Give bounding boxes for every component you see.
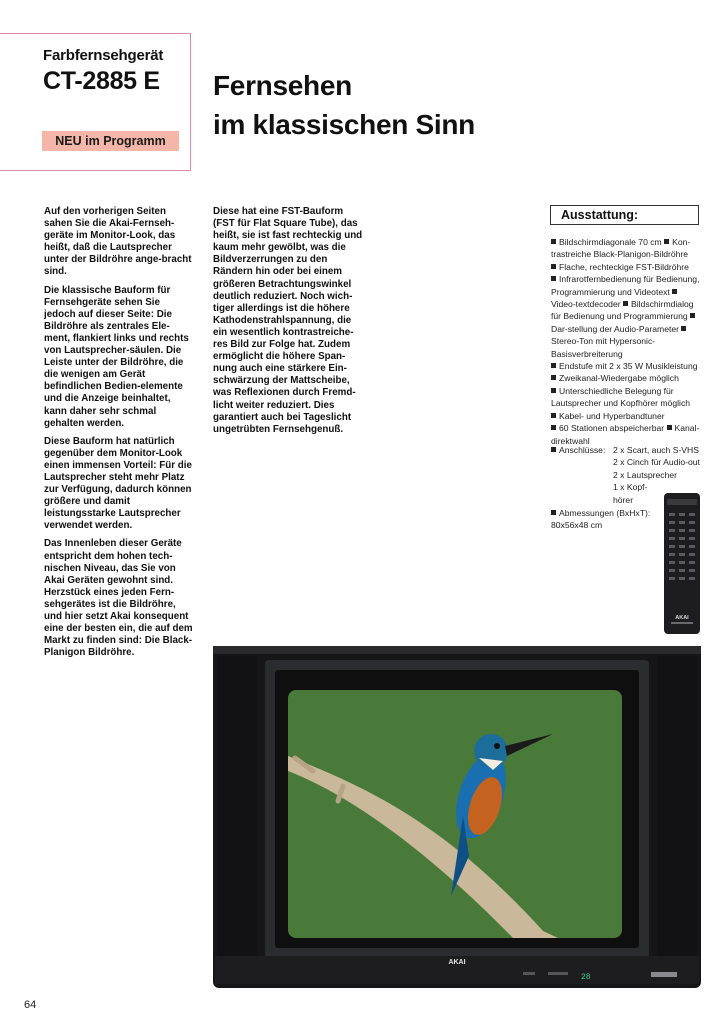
bullet-icon [551,375,556,380]
paragraph: Die klassische Bauform für Fernsehgeräte sehen Sie jedoch auf dieser Seite: Die Bildröhre als zentrales Ele-ment, flankiert links und rechts von Lautsprecher-säulen. Die Leiste unter der Bildröhre, die die wenigen am Gerät befindlichen Bedien-elemente und die Anzeige beinhaltet, kann daher sehr schmal gehalten werden. [44,284,189,429]
feature-item: Zweikanal-Wiedergabe möglich [559,373,679,384]
connection-item: 2 x Scart, auch S-VHS [613,445,699,455]
new-badge: NEU im Programm [42,131,179,151]
headline-line-1: Fernsehen [213,70,352,101]
connections-label-text: Anschlüsse: [559,445,606,455]
bullet-icon [551,276,556,281]
tv-screen [288,690,622,938]
connection-item: 1 x Kopf- [613,482,648,493]
product-category: Farbfernsehgerät [43,47,164,64]
bullet-icon [551,264,556,269]
tv-brand-label: AKAI [448,959,466,966]
paragraph: Das Innenleben dieser Geräte entspricht dem hohen tech-nischen Niveau, das Sie von Akai Geräten gewohnt sind. Herzstück eines jeden Fern-sehgerätes ist die Bildröhre, und hier setzt Akai konsequent eine der besten ein, die auf dem Markt zu finden sind: Die Black-Planigon Bildröhre. [44,538,193,659]
features-list [551,236,701,447]
body-column-1 [44,206,194,665]
remote-control-image [663,493,701,634]
feature-item: Endstufe mit 2 x 35 W Musikleistung [559,361,698,372]
bullet-icon [551,425,556,430]
bullet-icon [690,313,695,318]
bullet-icon [551,239,556,244]
paragraph: Auf den vorherigen Seiten sahen Sie die Akai-Fernseh-geräte im Monitor-Look, das heißt, daß die Lautsprecher unter der Bildröhre ange-bracht sind. [44,206,192,278]
page-number: 64 [24,999,37,1011]
feature-item: Bildschirmdiagonale 70 cm [559,237,662,247]
dimensions-value: 80x56x48 cm [551,520,603,531]
connection-item: 2 x Lautsprecher [613,469,678,480]
bullet-icon [667,425,672,430]
bullet-icon [551,363,556,368]
bullet-icon [551,388,556,393]
channel-display: 28 [581,973,591,982]
feature-item: Kanal-direktwahl [551,423,700,446]
bullet-icon [664,239,669,244]
feature-item: Stereo-Ton mit Hypersonic-Basisverbreiterung [551,336,656,359]
feature-item: Bildschirmdialog für Bedienung und Programmierung [551,299,694,322]
body-column-2 [213,206,365,442]
feature-item: 60 Stationen abspeicherbar [559,423,665,434]
headline [213,66,475,144]
paragraph: Diese Bauform hat natürlich gegenüber dem Monitor-Look einen immensen Vorteil: Für die Lautsprecher steht mehr Platz zur Verfügung, dadurch können größere und damit leistungsstarke Lautsprecher verwendet werden. [44,435,192,532]
remote-brand-label: AKAI [675,615,689,621]
connection-item: hörer [613,494,634,505]
feature-item: Video-textdecoder [551,299,621,310]
bullet-icon [681,326,686,331]
dimensions [551,507,661,532]
bullet-icon [551,413,556,418]
paragraph: Diese hat eine FST-Bauform (FST für Flat Square Tube), das heißt, sie ist fast rechteckig und kaum mehr gewölbt, was die Bildverzerrungen zu den Rändern hin oder bei einem größeren Betrachtungswinkel deutlich reduziert. Noch wich-tiger allerdings ist die höhere Kathodenstrahlspannung, die ein wesentlich kontrastreiche-res Bild zur Folge hat. Zudem ermöglicht die höhere Span-nung auch eine stärkere Ein-schwärzung der Mattscheibe, was Reflexionen durch Fremd-licht weiter reduziert. Dies garantiert auch bei Tageslicht ungetrübten Fernsehgenuß. [213,206,363,435]
features-heading: Ausstattung: [550,205,699,225]
feature-item: Kon-trastreiche Black-Planigon-Bildröhre [551,237,691,260]
bullet-icon [623,301,628,306]
tv-image [213,646,701,988]
bullet-icon [551,447,556,452]
connections-label [551,444,605,456]
bullet-icon [672,289,677,294]
feature-item: Flache, rechteckige FST-Bildröhre [559,261,689,272]
bullet-icon [551,510,556,515]
feature-item: Unterschiedliche Belegung für Lautsprecher und Kopfhörer möglich [551,385,691,409]
feature-item: Infrarotfernbedienung für Bedienung, Programmierung und Videotext [551,274,700,297]
headline-line-2: im klassischen Sinn [213,109,475,140]
connection-item: 2 x Cinch für Audio-out [613,457,700,468]
feature-item: Dar-stellung der Audio-Parameter [551,323,680,334]
dimensions-label: Abmessungen (BxHxT): [559,508,651,518]
feature-item: Kabel- und Hyperbandtuner [559,410,665,421]
model-name: CT-2885 E [43,67,160,95]
